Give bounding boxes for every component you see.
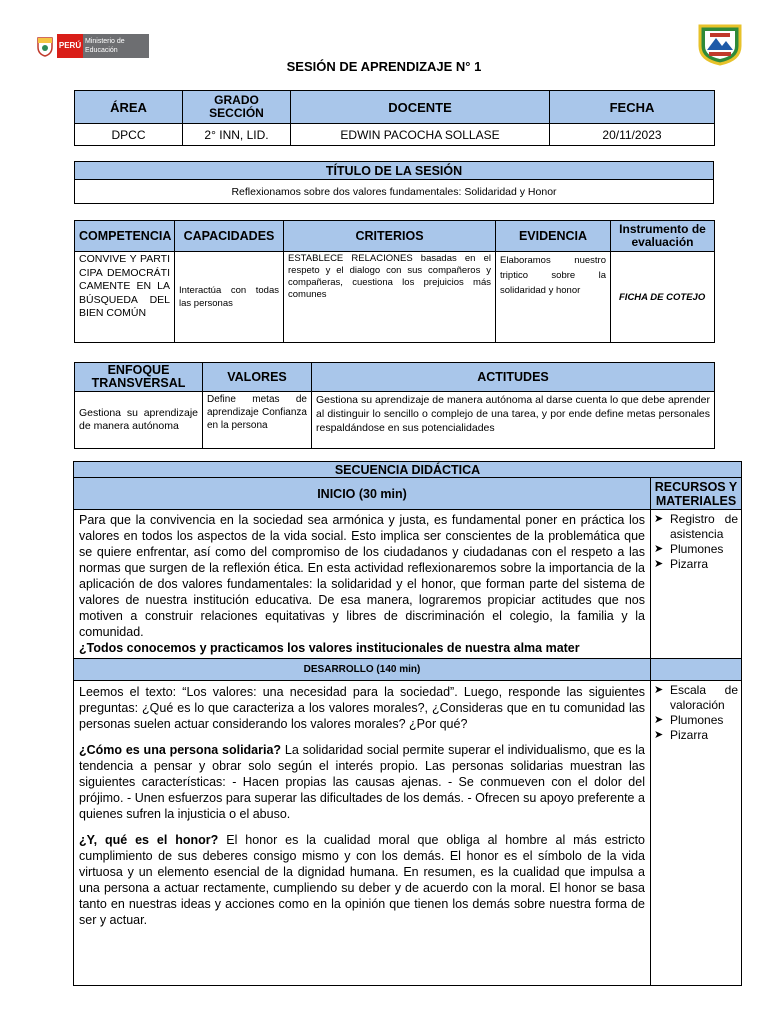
secuencia-header: SECUENCIA DIDÁCTICA: [74, 462, 742, 478]
desarrollo-paragraph-1: Leemos el texto: “Los valores: una necesidad para la sociedad”. Luego, responde las siguientes preguntas: ¿Qué es lo que caracteriza a los valores morales?, ¿Consideras que en tu comunidad las personas suelen actuar considerando los valores morales? ¿Por qué?: [79, 685, 645, 731]
actitudes-header: ACTITUDES: [312, 363, 715, 392]
capacidades-value: Interactúa con todas las personas: [175, 252, 284, 343]
inicio-content: [74, 510, 651, 659]
evidencia-value: Elaboramos nuestro triptico sobre la solidaridad y honor: [496, 252, 611, 343]
area-value: DPCC: [75, 124, 183, 146]
instrumento-header: Instrumento de evaluación: [611, 221, 715, 252]
list-item: ➤ Escala de valoración: [654, 683, 738, 712]
criterios-value: ESTABLECE RELACIONES basadas en el respeto y el dialogo con sus compañeros y compañeras, cuestiona los prejuicios más comunes: [284, 252, 496, 343]
competencia-header: COMPETENCIA: [75, 221, 175, 252]
peru-label: PERÚ: [57, 34, 83, 58]
grado-value: 2° INN, LID.: [183, 124, 291, 146]
criterios-header: CRITERIOS: [284, 221, 496, 252]
capacidades-header: CAPACIDADES: [175, 221, 284, 252]
grado-header: GRADO SECCIÓN: [183, 91, 291, 124]
evidencia-header: EVIDENCIA: [496, 221, 611, 252]
list-item: ➤ Pizarra: [654, 557, 709, 571]
instrumento-value: FICHA DE COTEJO: [611, 252, 715, 343]
arrow-bullet-icon: ➤: [654, 543, 664, 555]
competencia-value: CONVIVE Y PARTICIPA DEMOCRÁTICAMENTE EN LA BÚSQUEDA DEL BIEN COMÚN: [75, 252, 175, 343]
inicio-text: Para que la convivencia en la sociedad sea armónica y justa, es fundamental poner en práctica los valores en todos los aspectos de la vida social. Esto implica ser conscientes de la problemática que se quiere enfrentar, así como del compromiso de los ciudadanos y ciudadanas con el respeto a las normas que surgen de la reflexión ética. En esta actividad reflexionaremos sobre la importancia de la aplicación de dos valores fundamentales: la solidaridad y el honor, que forman parte del sistema de valores de nuestra institución educativa. De esa manera, lograremos propiciar actitudes que nos motiven a construir relaciones equitativas y libres de discriminación el colegio, la familia y la comunidad.: [79, 513, 645, 639]
list-item: ➤ Plumones: [654, 542, 724, 556]
docente-value: EDWIN PACOCHA SOLLASE: [291, 124, 550, 146]
desarrollo-question-2: ¿Cómo es una persona solidaria?: [79, 743, 282, 757]
actitudes-value: Gestiona su aprendizaje de manera autónoma al darse cuenta lo que debe aprender al distinguir lo sencillo o complejo de una tarea, y por ende define metas personales respaldándose en sus potencialidades: [312, 392, 715, 449]
competencia-table: [74, 220, 715, 343]
desarrollo-paragraph-2: ¿Cómo es una persona solidaria? La solidaridad social permite superar el individualismo, que es la tendencia a pensar y obrar solo según el interés propio. Las personas solidarias muestran las siguientes características: - Hacen propias las causas ajenas. - Se conmueven con el dolor del prójimo. - Unen esfuerzos para superar las dificultades de los demás. - Ofrecen su apoyo preferente a quienes sufren la injusticia o el abuso.: [79, 743, 645, 821]
docente-header: DOCENTE: [291, 91, 550, 124]
recursos-header: RECURSOS Y MATERIALES: [651, 478, 742, 510]
enfoque-table: [74, 362, 715, 449]
list-item: ➤ Plumones: [654, 713, 724, 727]
info-table: [74, 90, 715, 146]
area-header: ÁREA: [75, 91, 183, 124]
peru-shield-icon: [33, 34, 57, 58]
inicio-question: ¿Todos conocemos y practicamos los valores institucionales de nuestra alma mater: [79, 641, 580, 655]
fecha-header: FECHA: [550, 91, 715, 124]
arrow-bullet-icon: ➤: [654, 558, 664, 570]
ministry-label: Ministerio de Educación: [83, 34, 149, 58]
arrow-bullet-icon: ➤: [654, 729, 664, 741]
desarrollo-paragraph-3: ¿Y, qué es el honor? El honor es la cualidad moral que obliga al hombre al más estricto cumplimiento de sus deberes consigo mismo y con los demás. El honor es el símbolo de la vida virtuosa y un elemento esencial de la dignidad humana. En resumen, es la cualidad que impulsa a una persona a actuar rectamente, cumpliendo su deber y de acuerdo con la moral. El honor se basa tanto en nuestras ideas y acciones como en la opinión que tienen los demás sobre nuestra forma de ser y actuar.: [79, 833, 645, 927]
page-title: SESIÓN DE APRENDIZAJE N° 1: [286, 59, 482, 74]
secuencia-table: [73, 461, 742, 986]
desarrollo-header: DESARROLLO (140 min): [74, 659, 651, 681]
inicio-header: INICIO (30 min): [74, 478, 651, 510]
valores-header: VALORES: [203, 363, 312, 392]
list-item: ➤ Pizarra: [654, 728, 709, 742]
enfoque-value: Gestiona su aprendizaje de manera autónoma: [75, 392, 203, 449]
titulo-value: Reflexionamos sobre dos valores fundamentales: Solidaridad y Honor: [75, 180, 714, 204]
desarrollo-content: [74, 681, 651, 986]
minedu-logo: [33, 34, 153, 58]
inicio-recursos: [651, 510, 742, 659]
desarrollo-recursos: [651, 681, 742, 986]
arrow-bullet-icon: ➤: [654, 714, 664, 726]
list-item: ➤ Registro de asistencia: [654, 512, 738, 541]
arrow-bullet-icon: ➤: [654, 684, 664, 696]
fecha-value: 20/11/2023: [550, 124, 715, 146]
valores-value: Define metas de aprendizaje Confianza en la persona: [203, 392, 312, 449]
titulo-table: [74, 161, 714, 204]
titulo-header: TÍTULO DE LA SESIÓN: [75, 162, 714, 180]
desarrollo-question-3: ¿Y, qué es el honor?: [79, 833, 219, 847]
desarrollo-header-blank: [651, 659, 742, 681]
arrow-bullet-icon: ➤: [654, 513, 664, 525]
enfoque-header: ENFOQUE TRANSVERSAL: [75, 363, 203, 392]
